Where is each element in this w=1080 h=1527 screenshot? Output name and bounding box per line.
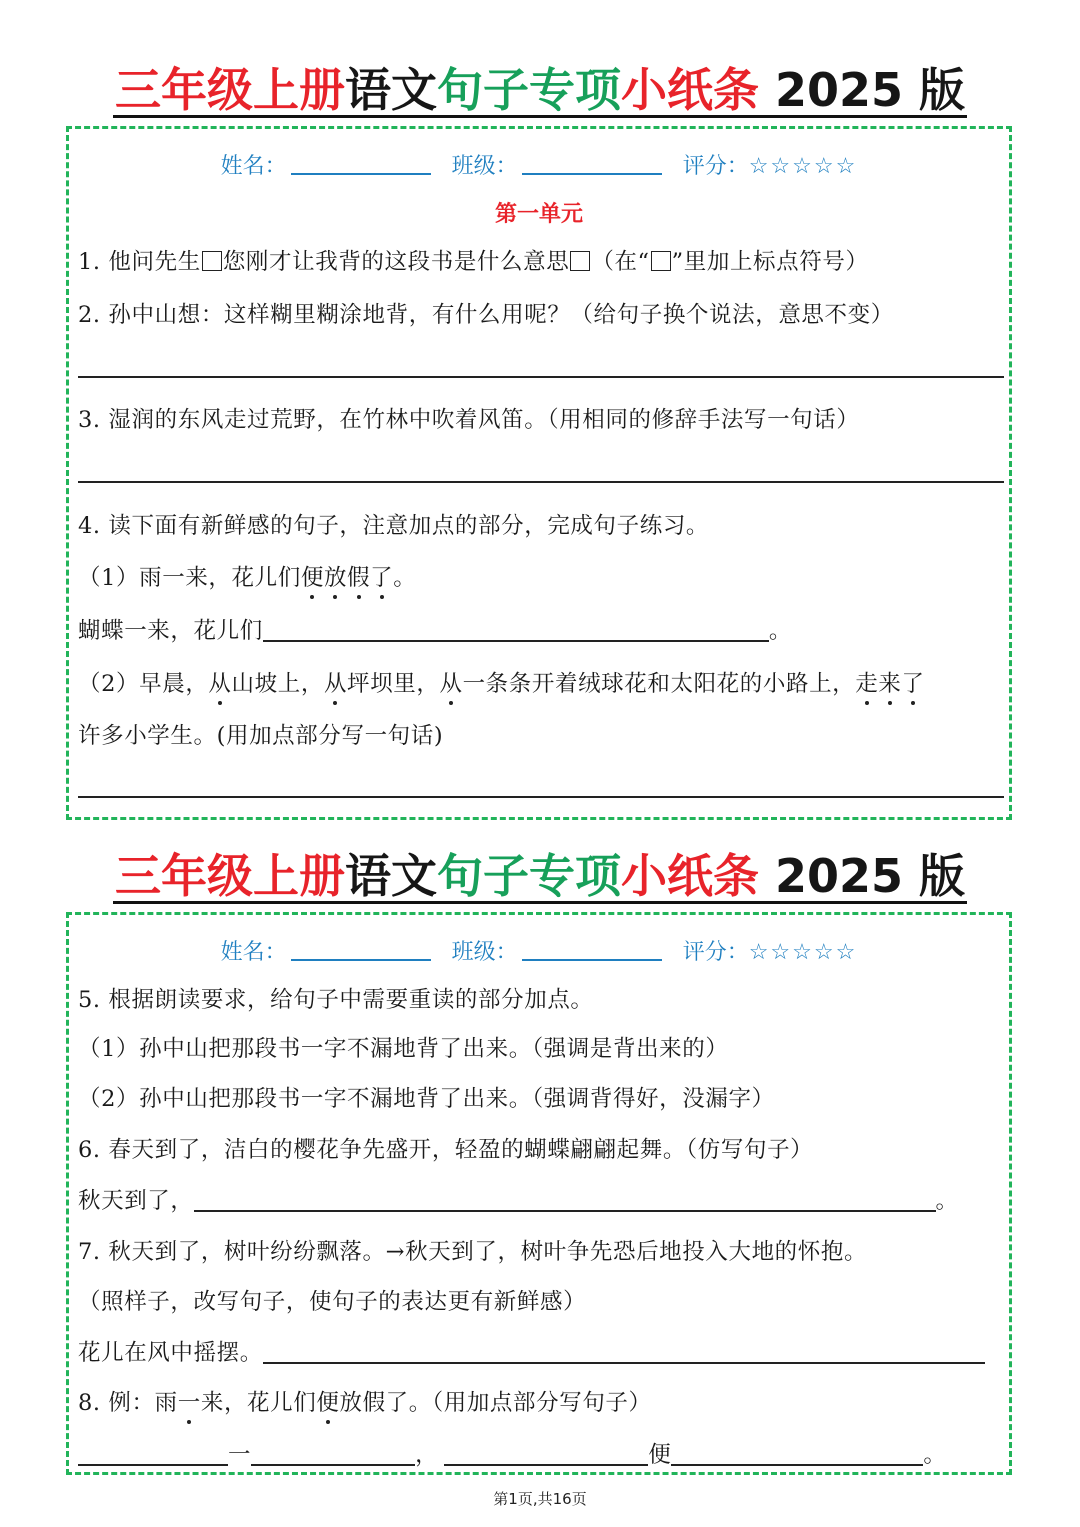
question-7: 7. 秋天到了，树叶纷纷飘落。→秋天到了，树叶争先恐后地投入大地的怀抱。 [78, 1239, 868, 1265]
question-4-1-answer: 蝴蝶一来，花儿们 。 [78, 618, 792, 644]
question-2: 2. 孙中山想：这样糊里糊涂地背，有什么用呢？（给句子换个说法，意思不变） [78, 302, 894, 328]
unit-heading: 第一单元 [494, 202, 583, 227]
question-4-1: （1）雨一来，花儿们便放假了。 [78, 560, 416, 592]
question-6-answer: 秋天到了， 。 [78, 1188, 959, 1214]
question-5-1: （1）孙中山把那段书一字不漏地背了出来。（强调是背出来的） [78, 1036, 729, 1062]
title-note: 小纸条 [620, 849, 759, 903]
question-7-answer: 花儿在风中摇摆。 [78, 1335, 985, 1367]
name-field[interactable] [291, 151, 431, 175]
title-edition: 2025 版 [774, 849, 966, 903]
name-label: 姓名： [220, 940, 287, 965]
question-5: 5. 根据朗读要求，给句子中需要重读的部分加点。 [78, 987, 594, 1013]
class-label: 班级： [451, 940, 518, 965]
answer-line[interactable] [78, 376, 1004, 378]
title-subject: 语文 [344, 63, 437, 117]
title-subject: 语文 [344, 849, 437, 903]
answer-line[interactable] [78, 796, 1004, 798]
title-note: 小纸条 [620, 63, 759, 117]
score-label: 评分： [682, 154, 749, 179]
title-edition: 2025 版 [774, 63, 966, 117]
score-stars[interactable]: ☆☆☆☆☆ [748, 154, 858, 179]
score-label: 评分： [682, 940, 749, 965]
punctuation-box[interactable] [202, 251, 222, 271]
question-8: 8. 例：雨一来，花儿们便放假了。（用加点部分写句子） [78, 1385, 652, 1417]
class-label: 班级： [451, 154, 518, 179]
title-grade: 三年级上册 [114, 63, 345, 117]
punctuation-box-example [651, 251, 671, 271]
score-stars[interactable]: ☆☆☆☆☆ [748, 940, 858, 965]
question-6: 6. 春天到了，洁白的樱花争先盛开，轻盈的蝴蝶翩翩起舞。（仿写句子） [78, 1137, 814, 1163]
question-4-2-continued: 许多小学生。(用加点部分写一句话) [78, 723, 444, 749]
question-5-2: （2）孙中山把那段书一字不漏地背了出来。（强调背得好，没漏字） [78, 1086, 775, 1112]
answer-blank[interactable] [444, 1440, 648, 1466]
question-8-answer: 一 ， 便 。 [78, 1437, 946, 1469]
answer-blank[interactable] [263, 616, 769, 642]
name-field[interactable] [291, 937, 431, 961]
question-7-instruction: （照样子，改写句子，使句子的表达更有新鲜感） [78, 1289, 587, 1315]
question-3: 3. 湿润的东风走过荒野，在竹林中吹着风笛。（用相同的修辞手法写一句话） [78, 407, 860, 433]
answer-blank[interactable] [263, 1338, 985, 1364]
title-topic: 句子专项 [436, 63, 621, 117]
name-label: 姓名： [220, 154, 287, 179]
answer-blank[interactable] [671, 1440, 923, 1466]
answer-blank[interactable] [251, 1440, 415, 1466]
worksheet-card-1 [66, 126, 1012, 820]
title-grade: 三年级上册 [114, 849, 345, 903]
question-4-2: （2）早晨，从山坡上，从坪坝里，从一条条开着绒球花和太阳花的小路上，走来了 [78, 666, 925, 698]
page-number: 第1页,共16页 [493, 1490, 587, 1508]
class-field[interactable] [522, 151, 662, 175]
punctuation-box[interactable] [570, 251, 590, 271]
answer-blank[interactable] [78, 1440, 228, 1466]
worksheet-title [0, 62, 1080, 118]
student-info-row [69, 935, 1009, 966]
answer-line[interactable] [78, 481, 1004, 483]
question-1: 1. 他问先生 您刚才让我背的这段书是什么意思 （在“ ”里加上标点符号） [78, 249, 869, 275]
class-field[interactable] [522, 937, 662, 961]
worksheet-title [0, 848, 1080, 904]
student-info-row [69, 149, 1009, 180]
title-topic: 句子专项 [436, 849, 621, 903]
question-4: 4. 读下面有新鲜感的句子，注意加点的部分，完成句子练习。 [78, 513, 710, 539]
answer-blank[interactable] [194, 1186, 936, 1212]
